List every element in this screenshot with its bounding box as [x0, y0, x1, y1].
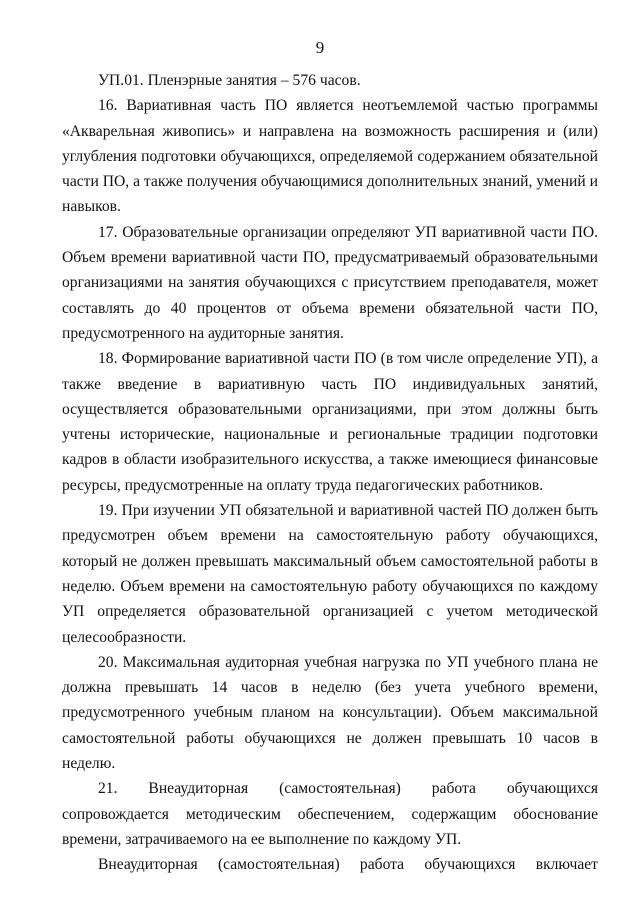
document-body — [62, 68, 598, 878]
paragraph-17: 17. Образовательные организации определяют УП вариативной части ПО. Объем времени вариативной части ПО, предусматриваемый образовательными организациями на занятия обучающихся с присутствием преподавателя, может составлять до 40 процентов от объема времени обязательной части ПО, предусмотренного на аудиторные занятия. — [62, 223, 598, 342]
paragraph-21: 21. Внеаудиторная (самостоятельная) работа обучающихся сопровождается методическим обеспечением, содержащим обоснование времени, затрачиваемого на ее выполнение по каждому УП. — [62, 780, 598, 848]
paragraph-18: 18. Формирование вариативной части ПО (в том числе определение УП), а также введение в вариативную часть ПО индивидуальных занятий, осуществляется образовательными организациями, при этом должны быть учтены исторические, национальные и региональные традиции подготовки кадров в области изобразительного искусства, а также имеющиеся финансовые ресурсы, предусмотренные на оплату труда педагогических работников. — [62, 350, 598, 494]
paragraph-up01: УП.01. Пленэрные занятия – 576 часов. — [98, 72, 361, 89]
paragraph-extracurricular: Внеаудиторная (самостоятельная) работа обучающихся включает — [98, 856, 598, 874]
paragraph-16: 16. Вариативная часть ПО является неотъемлемой частью программы «Акварельная живопись» и направлена на возможность расширения и (или) углубления подготовки обучающихся, определяемой содержанием обязательной части ПО, а также получения обучающимися дополнительных знаний, умений и навыков. — [62, 97, 598, 216]
paragraph-19: 19. При изучении УП обязательной и вариативной частей ПО должен быть предусмотрен объем времени на самостоятельную работу обучающихся, который не должен превышать максимальный объем самостоятельной работы в неделю. Объем времени на самостоятельную работу обучающихся по каждому УП определяется образовательной организацией с учетом методической целесообразности. — [62, 502, 598, 646]
page-number: 9 — [315, 38, 325, 57]
paragraph-20: 20. Максимальная аудиторная учебная нагрузка по УП учебного плана не должна превышать 14 часов в неделю (без учета учебного времени, предусмотренного учебным планом на консультации). Объем максимальной самостоятельной работы обучающихся не должен превышать 10 часов в неделю. — [62, 653, 598, 773]
